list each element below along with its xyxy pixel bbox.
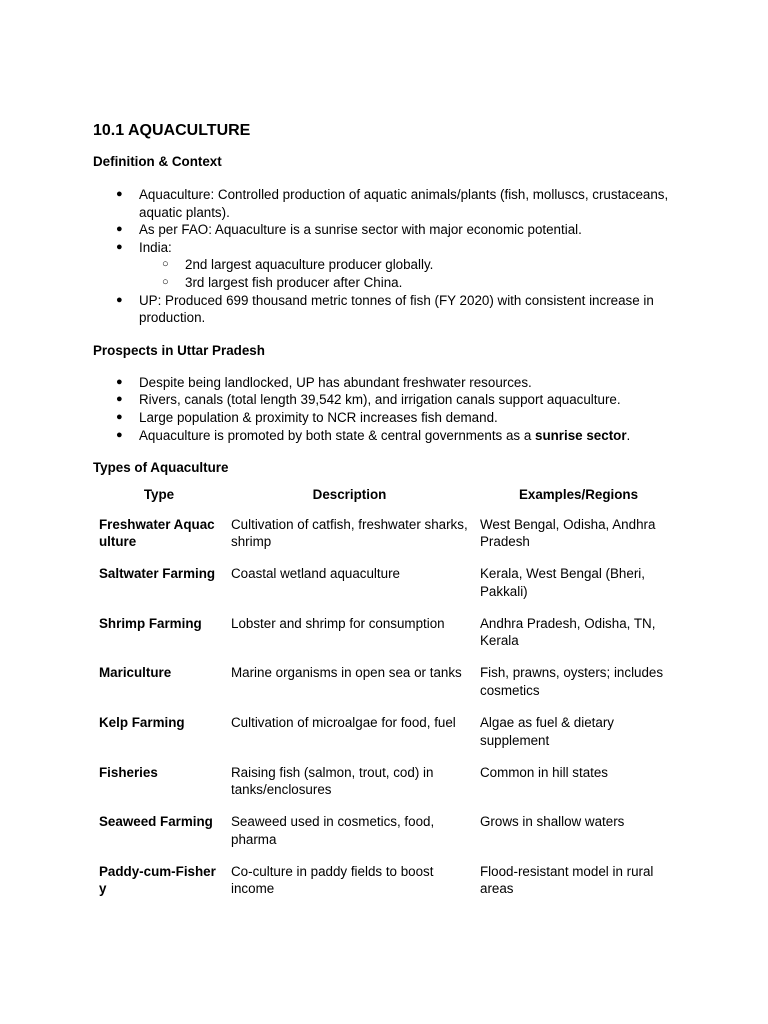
bullet-icon: ● [116, 223, 123, 236]
description-cell: Seaweed used in cosmetics, food, pharma [231, 814, 435, 847]
type-cell: Shrimp Farming [99, 615, 202, 631]
description-cell: Raising fish (salmon, trout, cod) in tanks/enclosures [231, 764, 434, 798]
list-item-text: Aquaculture: Controlled production of aquatic animals/plants (fish, molluscs, crustaceans, aquatic plants). [139, 187, 669, 220]
bullet-icon: ● [116, 240, 123, 253]
list-item-text: UP: Produced 699 thousand metric tonnes of fish (FY 2020) with consistent increase in production. [139, 292, 654, 326]
list-item [93, 374, 683, 392]
prospects-heading: Prospects in Uttar Pradesh [93, 342, 265, 358]
description-cell: Co-culture in paddy fields to boost income [231, 863, 434, 897]
document-page [93, 120, 683, 912]
table-row [93, 664, 683, 714]
list-item-text: India: [139, 239, 172, 255]
examples-cell: Fish, prawns, oysters; includes cosmetics [480, 665, 664, 699]
column-header-type: Type [143, 487, 175, 503]
sublist-item [139, 274, 683, 292]
description-cell: Coastal wetland aquaculture [231, 566, 400, 582]
list-item [93, 427, 683, 445]
list-item-text: Large population & proximity to NCR increases fish demand. [139, 409, 498, 425]
description-cell: Lobster and shrimp for consumption [231, 615, 445, 631]
definition-heading: Definition & Context [93, 154, 222, 169]
list-item [93, 292, 683, 327]
examples-cell: Algae as fuel & dietary supplement [480, 715, 614, 748]
examples-cell: Grows in shallow waters [480, 814, 625, 830]
description-cell: Cultivation of microalgae for food, fuel [231, 715, 456, 731]
list-item [93, 239, 683, 292]
type-cell: Kelp Farming [99, 715, 185, 731]
type-cell: Fisheries [99, 764, 158, 780]
table-row [93, 615, 683, 665]
types-table [93, 486, 683, 912]
list-item-text-prefix: Aquaculture is promoted by both state & central governments as a [139, 427, 535, 443]
list-item-text-suffix: . [626, 427, 631, 443]
sublist-item-text: 2nd largest aquaculture producer globally. [185, 257, 434, 273]
type-cell: Seaweed Farming [99, 814, 213, 830]
list-item [93, 221, 683, 239]
type-cell: Paddy-cum-Fishery [99, 863, 216, 897]
section-title: 10.1 AQUACULTURE [93, 122, 251, 139]
examples-cell: West Bengal, Odisha, Andhra Pradesh [480, 516, 656, 550]
types-heading: Types of Aquaculture [93, 460, 229, 476]
table-row [93, 863, 683, 913]
list-item-text: As per FAO: Aquaculture is a sunrise sector with major economic potential. [139, 222, 582, 238]
type-cell: Freshwater Aquaculture [99, 516, 215, 550]
table-row [93, 714, 683, 764]
india-sublist [139, 256, 683, 291]
table-row [93, 565, 683, 615]
examples-cell: Flood-resistant model in rural areas [480, 863, 654, 897]
sublist-item [139, 256, 683, 274]
examples-cell: Andhra Pradesh, Odisha, TN, Kerala [480, 615, 656, 649]
list-item [93, 409, 683, 427]
bullet-icon: ● [116, 188, 123, 200]
definition-list [93, 186, 683, 327]
list-item-text: Despite being landlocked, UP has abundant freshwater resources. [139, 374, 532, 390]
circle-bullet-icon: ○ [162, 258, 169, 271]
description-cell: Cultivation of catfish, freshwater sharks, shrimp [231, 516, 468, 550]
table-row [93, 813, 683, 863]
bullet-icon: ● [116, 428, 123, 441]
column-header-description: Description [312, 487, 387, 503]
table-row [93, 516, 683, 566]
description-cell: Marine organisms in open sea or tanks [231, 665, 462, 681]
sunrise-sector-emphasis: sunrise sector [535, 427, 627, 443]
bullet-icon: ● [116, 410, 123, 423]
examples-cell: Common in hill states [480, 764, 609, 780]
sublist-item-text: 3rd largest fish producer after China. [185, 274, 403, 290]
circle-bullet-icon: ○ [162, 275, 169, 288]
table-header-row [93, 486, 683, 516]
list-item [93, 391, 683, 409]
list-item [93, 186, 683, 221]
type-cell: Saltwater Farming [99, 566, 216, 582]
list-item-text: Rivers, canals (total length 39,542 km), and irrigation canals support aquaculture. [139, 392, 621, 408]
bullet-icon: ● [116, 393, 123, 406]
table-row [93, 764, 683, 814]
type-cell: Mariculture [99, 665, 172, 681]
prospects-list [93, 374, 683, 444]
bullet-icon: ● [116, 375, 123, 388]
column-header-examples: Examples/Regions [518, 487, 639, 503]
examples-cell: Kerala, West Bengal (Bheri, Pakkali) [480, 566, 645, 599]
bullet-icon: ● [116, 293, 123, 306]
